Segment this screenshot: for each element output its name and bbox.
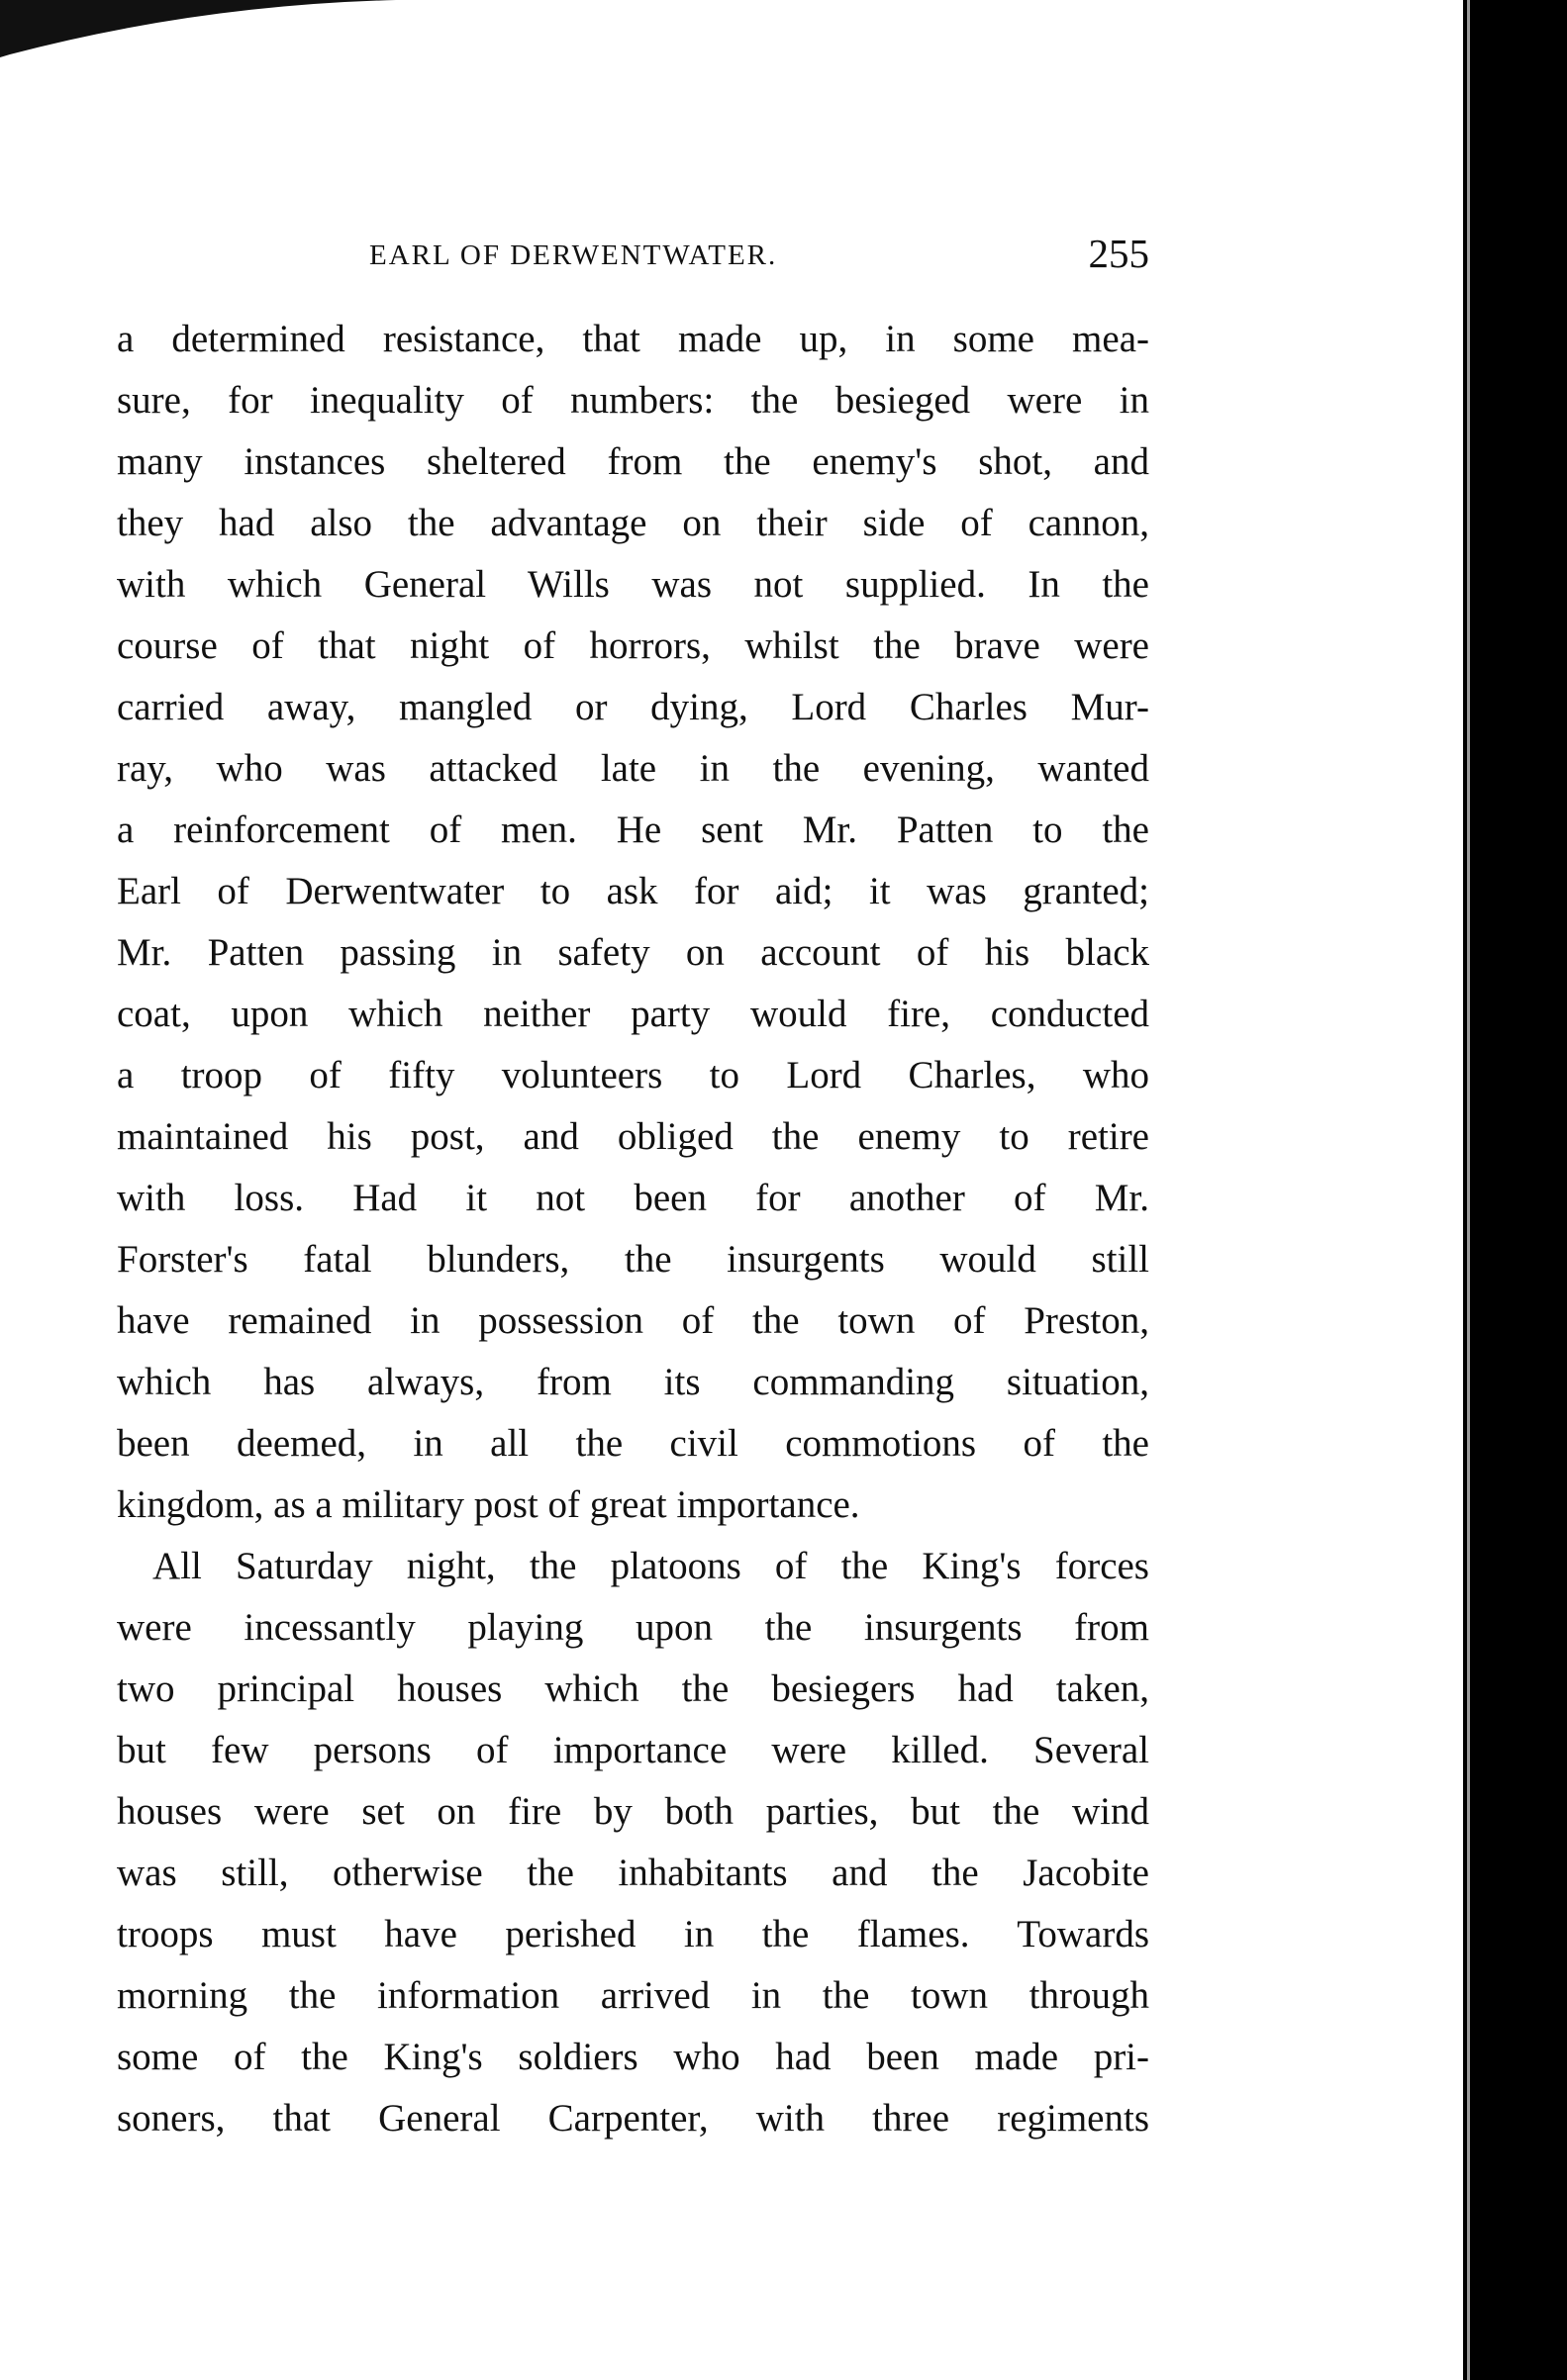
page-number: 255 [1088,231,1149,276]
scan-binding-edge [1463,0,1567,2380]
paragraph [117,1536,1149,2149]
text-line: maintained his post, and obliged the enemy to retire [117,1115,1149,1158]
text-line: with loss. Had it not been for another of Mr. [117,1177,1149,1219]
text-line: morning the information arrived in the town through [117,1974,1149,2017]
text-line: ray, who was attacked late in the evening, wanted [117,747,1149,790]
text-line: have remained in possession of the town of Preston, [117,1299,1149,1342]
text-line: many instances sheltered from the enemy's shot, and [117,440,1149,483]
text-line: they had also the advantage on their side of cannon, [117,502,1149,544]
running-title: EARL OF DERWENTWATER. [369,239,778,271]
text-line: Forster's fatal blunders, the insurgents would still [117,1238,1149,1281]
text-line: a troop of fifty volunteers to Lord Charles, who [117,1054,1149,1096]
text-line: sure, for inequality of numbers: the besieged were in [117,379,1149,422]
text-line: houses were set on fire by both parties, but the wind [117,1790,1149,1833]
text-line: kingdom, as a military post of great importance. [117,1483,860,1526]
text-line: Earl of Derwentwater to ask for aid; it was granted; [117,870,1149,912]
text-line: soners, that General Carpenter, with three regiments [117,2097,1149,2140]
text-line: troops must have perished in the flames. Towards [117,1913,1149,1955]
text-line: a reinforcement of men. He sent Mr. Patten to the [117,809,1149,851]
page-header [117,231,1149,285]
text-line: carried away, mangled or dying, Lord Charles Mur- [117,686,1149,728]
text-line: a determined resistance, that made up, in some mea- [117,318,1149,360]
text-line: been deemed, in all the civil commotions of the [117,1422,1149,1465]
text-line: coat, upon which neither party would fire, conducted [117,993,1149,1035]
text-line: Mr. Patten passing in safety on account of his black [117,931,1149,974]
text-line: with which General Wills was not supplied. In the [117,563,1149,606]
scan-corner-shadow [0,0,396,59]
text-line: All Saturday night, the platoons of the King's forces [152,1545,1149,1587]
text-line: course of that night of horrors, whilst the brave were [117,624,1149,667]
text-line: which has always, from its commanding situation, [117,1361,1149,1403]
text-line: some of the King's soldiers who had been made pri- [117,2036,1149,2078]
paragraph [117,309,1149,1536]
text-line: were incessantly playing upon the insurgents from [117,1606,1149,1649]
page-body [117,309,1149,2149]
text-line: two principal houses which the besiegers had taken, [117,1667,1149,1710]
text-line: was still, otherwise the inhabitants and the Jacobite [117,1852,1149,1894]
text-line: but few persons of importance were killed. Several [117,1729,1149,1771]
